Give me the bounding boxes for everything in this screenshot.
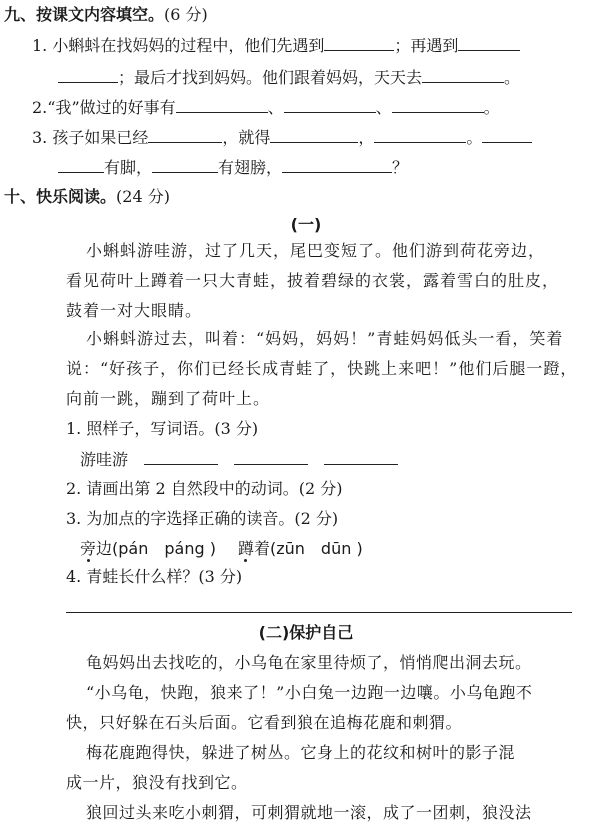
passage-1-para-2-line-1: 小蝌蚪游过去，叫着：“妈妈，妈妈！”青蛙妈妈低头一看，笑着 — [86, 329, 564, 348]
q9-3-text-c: 有脚， — [104, 158, 153, 177]
section-10-title: 十、快乐阅读。 — [4, 187, 117, 206]
fill-blank[interactable] — [482, 126, 532, 143]
q9-3-text-e: ？ — [392, 158, 409, 177]
q9-1-text-d: 。 — [504, 68, 521, 87]
reading-question-4: 4. 青蛙长什么样？(3 分) — [66, 567, 243, 586]
example-word: 游哇游 — [80, 450, 129, 469]
char: 边 — [96, 539, 113, 558]
q9-3-text-b: ，就得 — [222, 128, 271, 147]
q9-3-text-a: 3. 孩子如果已经 — [32, 128, 149, 147]
passage-2-line-6: 狼回过头来吃小刺猬，可刺猬就地一滚，成了一团刺，狼没法 — [86, 803, 532, 822]
q9-3-end: 。 — [466, 128, 483, 147]
q9-2-text: 2.“我”做过的好事有 — [32, 98, 176, 117]
fill-blank[interactable] — [270, 126, 358, 143]
reading-question-3: 3. 为加点的字选择正确的读音。(2 分) — [66, 509, 339, 528]
passage-2-line-1: 龟妈妈出去找吃的，小乌龟在家里待烦了，悄悄爬出洞去玩。 — [86, 653, 532, 672]
section-10-score: (24 分) — [116, 187, 170, 206]
section-9-title: 九、按课文内容填空。 — [4, 5, 165, 24]
section-9-score: (6 分) — [164, 5, 208, 24]
reading-question-1: 1. 照样子，写词语。(3 分) — [66, 419, 259, 438]
question-9-3-line-2 — [58, 156, 408, 179]
passage-1-para-1-line-2: 看见荷叶上蹲着一只大青蛙，披着碧绿的衣裳，露着雪白的肚皮， — [66, 271, 560, 290]
pinyin-options-2[interactable]: (zūn dūn ) — [270, 539, 363, 558]
reading-question-1-answers — [80, 448, 398, 471]
passage-2-heading: (二)保护自己 — [258, 623, 354, 642]
q9-1-text-c: ；最后才找到妈妈。他们跟着妈妈，天天去 — [118, 68, 423, 87]
fill-blank[interactable] — [324, 34, 394, 51]
question-9-3-line-1 — [32, 126, 532, 149]
q9-3-text-d: 有翅膀， — [218, 158, 283, 177]
q9-2-sep: 、 — [375, 98, 392, 117]
fill-blank[interactable] — [282, 156, 392, 173]
fill-blank[interactable] — [422, 66, 504, 83]
dotted-char: 蹲 — [237, 539, 254, 558]
q9-1-text-a: 1. 小蝌蚪在找妈妈的过程中，他们先遇到 — [32, 36, 325, 55]
passage-1-para-2-line-3: 向前一跳，蹦到了荷叶上。 — [66, 389, 271, 408]
fill-blank[interactable] — [284, 96, 376, 113]
reading-question-2: 2. 请画出第 2 自然段中的动词。(2 分) — [66, 479, 343, 498]
q9-3-sep: ， — [358, 128, 375, 147]
q9-2-sep: 、 — [267, 98, 284, 117]
passage-1-heading: (一) — [290, 215, 322, 234]
question-9-1-line-1 — [32, 34, 520, 57]
fill-blank[interactable] — [144, 448, 218, 465]
pinyin-options-1[interactable]: (pán páng ) — [112, 539, 216, 558]
passage-2-line-2: “小乌龟，快跑，狼来了！”小白兔一边跑一边嚷。小乌龟跑不 — [86, 683, 533, 702]
passage-1-para-1-line-3: 鼓着一对大眼睛。 — [66, 301, 203, 320]
passage-1-para-1-line-1: 小蝌蚪游哇游，过了几天，尾巴变短了。他们游到荷花旁边， — [86, 241, 546, 260]
passage-2-line-4: 梅花鹿跑得快，躲进了树丛。它身上的花纹和树叶的影子混 — [86, 743, 516, 762]
answer-line[interactable] — [66, 612, 572, 613]
reading-question-3-options — [80, 538, 363, 560]
q9-1-text-b: ；再遇到 — [394, 36, 459, 55]
fill-blank[interactable] — [392, 96, 484, 113]
fill-blank[interactable] — [58, 66, 118, 83]
question-9-2 — [32, 96, 500, 119]
fill-blank[interactable] — [374, 126, 466, 143]
fill-blank[interactable] — [458, 34, 520, 51]
q9-2-end: 。 — [483, 98, 500, 117]
fill-blank[interactable] — [58, 156, 104, 173]
fill-blank[interactable] — [234, 448, 308, 465]
question-9-1-line-2 — [58, 66, 520, 89]
fill-blank[interactable] — [324, 448, 398, 465]
char: 着 — [253, 539, 270, 558]
passage-1-para-2-line-2: 说：“好孩子，你们已经长成青蛙了，快跳上来吧！”他们后腿一蹬， — [66, 359, 578, 378]
fill-blank[interactable] — [176, 96, 268, 113]
passage-2-line-5: 成一片，狼没有找到它。 — [66, 773, 248, 792]
passage-2-line-3: 快，只好躲在石头后面。它看到狼在追梅花鹿和刺猬。 — [66, 713, 463, 732]
fill-blank[interactable] — [148, 126, 222, 143]
section-9-heading — [4, 4, 208, 26]
section-10-heading — [4, 186, 170, 208]
dotted-char: 旁 — [80, 539, 97, 558]
fill-blank[interactable] — [152, 156, 218, 173]
